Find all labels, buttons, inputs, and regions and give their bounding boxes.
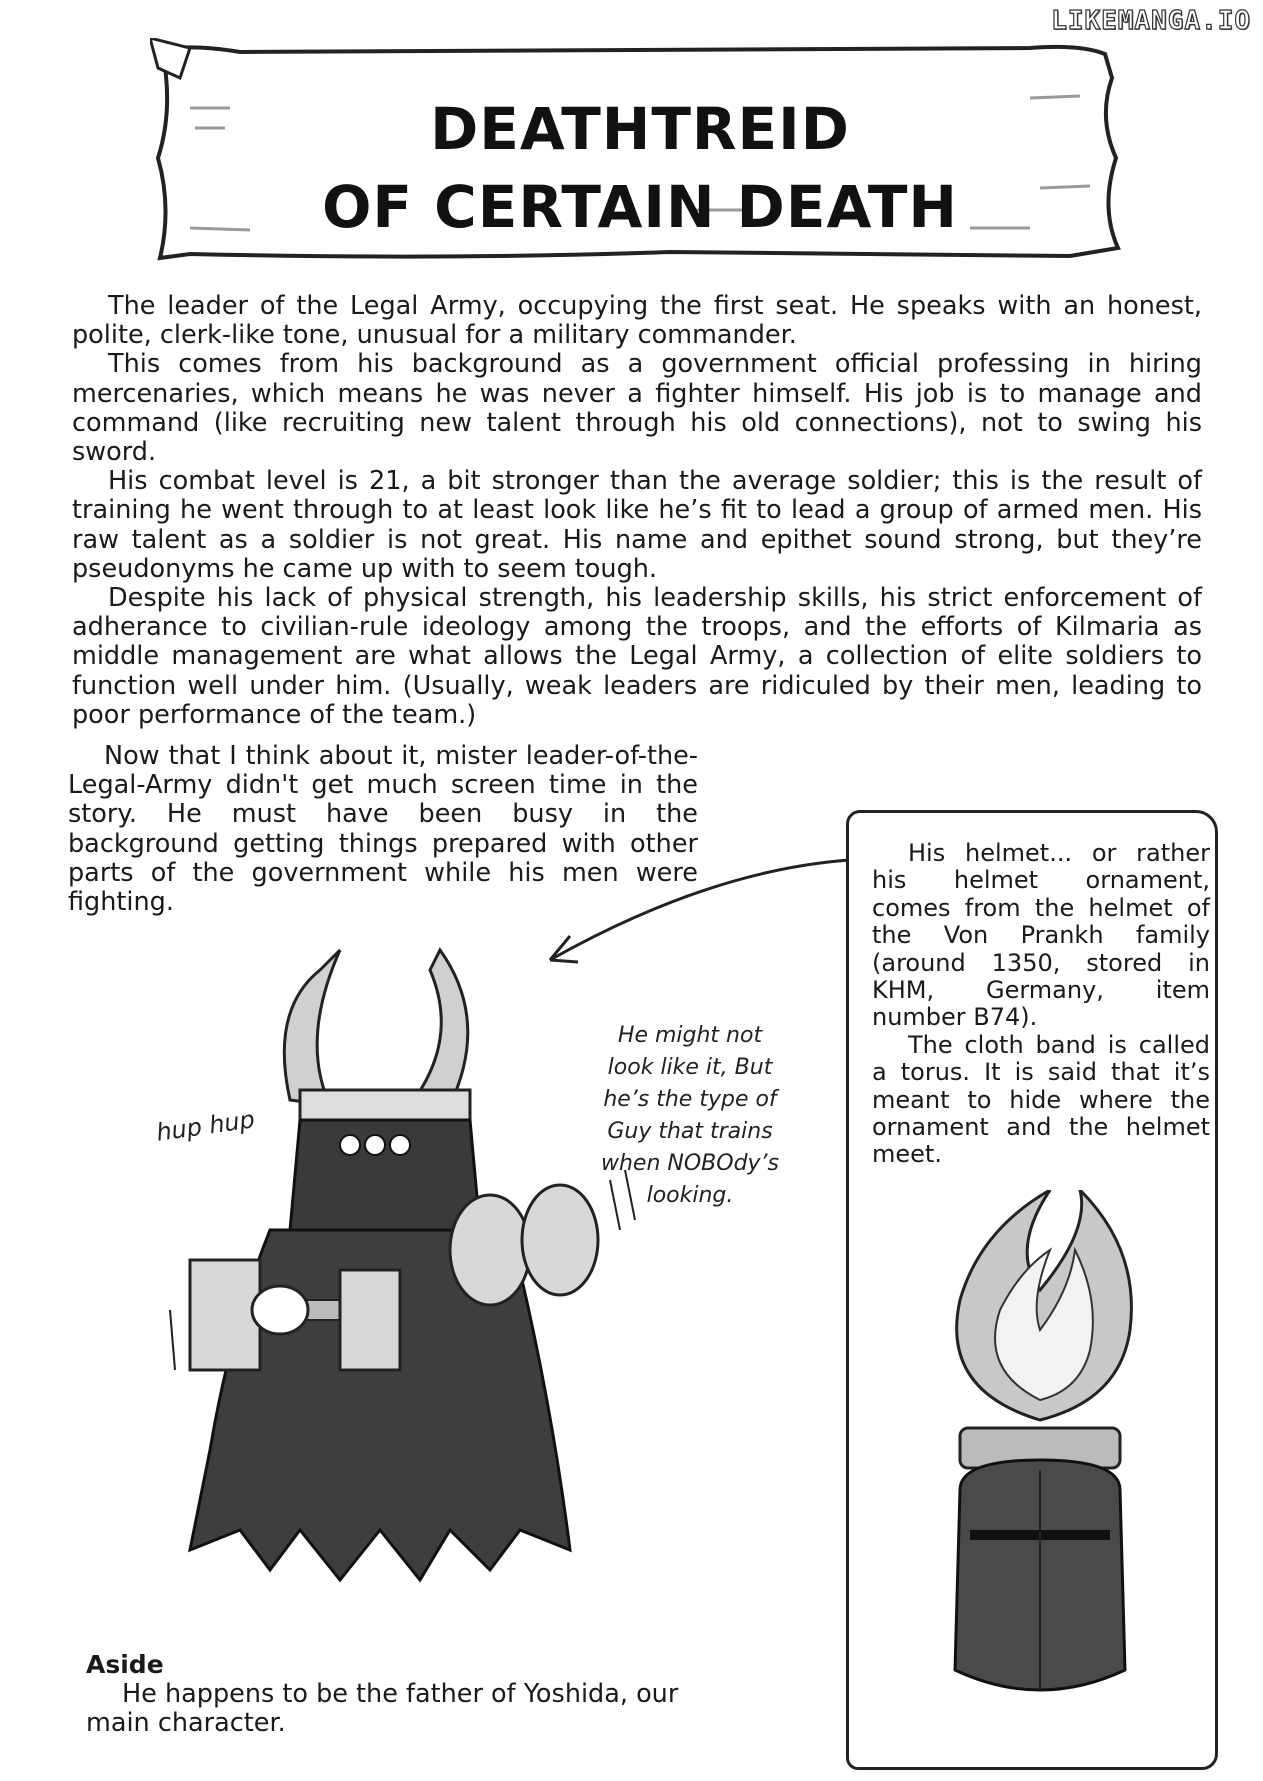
paragraph: Despite his lack of physical strength, his leadership skills, his strict enforcement of adherance to civilian-rule ideology among the troops, and the efforts of Kilmaria as middle management are what allows the Legal Army, a collection of elite soldiers to function well under him. (Usually, weak leaders are ridiculed by their men, leading to poor performance of the team.) <box>72 583 1202 730</box>
title-line-1: DEATHTREID <box>430 95 850 163</box>
character-description <box>72 292 1202 730</box>
callout-line: look like it, But <box>607 1055 773 1080</box>
callout-line: when NOBOdy’s <box>600 1151 780 1176</box>
page-title <box>150 90 1130 246</box>
character-callout <box>560 1020 820 1212</box>
callout-line: looking. <box>646 1183 734 1208</box>
paragraph: He happens to be the father of Yoshida, our main character. <box>86 1679 679 1739</box>
helmet-note <box>872 840 1210 1169</box>
paragraph: The cloth band is called a torus. It is said that it’s meant to hide where the ornament and the helmet meet. <box>872 1030 1210 1169</box>
aside-heading: Aside <box>86 1650 164 1679</box>
watermark: LIKEMANGA.IO <box>1051 6 1251 36</box>
paragraph: This comes from his background as a government official professing in hiring mercenaries, which means he was never a fighter himself. His job is to manage and command (like recruiting new talent through his old connections), not to swing his sword. <box>72 349 1202 468</box>
paragraph: The leader of the Legal Army, occupying the first seat. He speaks with an honest, polite, clerk-like tone, unusual for a military commander. <box>72 291 1202 351</box>
helmet-illustration <box>900 1190 1180 1730</box>
callout-line: he’s the type of <box>603 1087 777 1112</box>
sound-effect: hup hup <box>154 1105 257 1147</box>
callout-line: He might not <box>617 1023 763 1048</box>
paragraph: Now that I think about it, mister leader-of-the-Legal-Army didn't get much screen time in the story. He must have been busy in the background getting things prepared with other parts of the government while his men were fighting. <box>68 741 698 918</box>
aside-text <box>86 1680 726 1738</box>
paragraph: His combat level is 21, a bit stronger than the average soldier; this is the result of training he went through to at least look like he’s fit to lead a group of armed men. His raw talent as a soldier is not great. His name and epithet sound strong, but they’re pseudonyms he came up with to seem tough. <box>72 466 1202 584</box>
title-banner <box>150 38 1130 268</box>
callout-line: Guy that trains <box>607 1119 773 1144</box>
title-line-2: OF CERTAIN DEATH <box>322 173 958 241</box>
paragraph: His helmet... or rather his helmet ornament, comes from the helmet of the Von Prankh family (around 1350, stored in KHM, Germany, item number B74). <box>872 839 1210 1032</box>
